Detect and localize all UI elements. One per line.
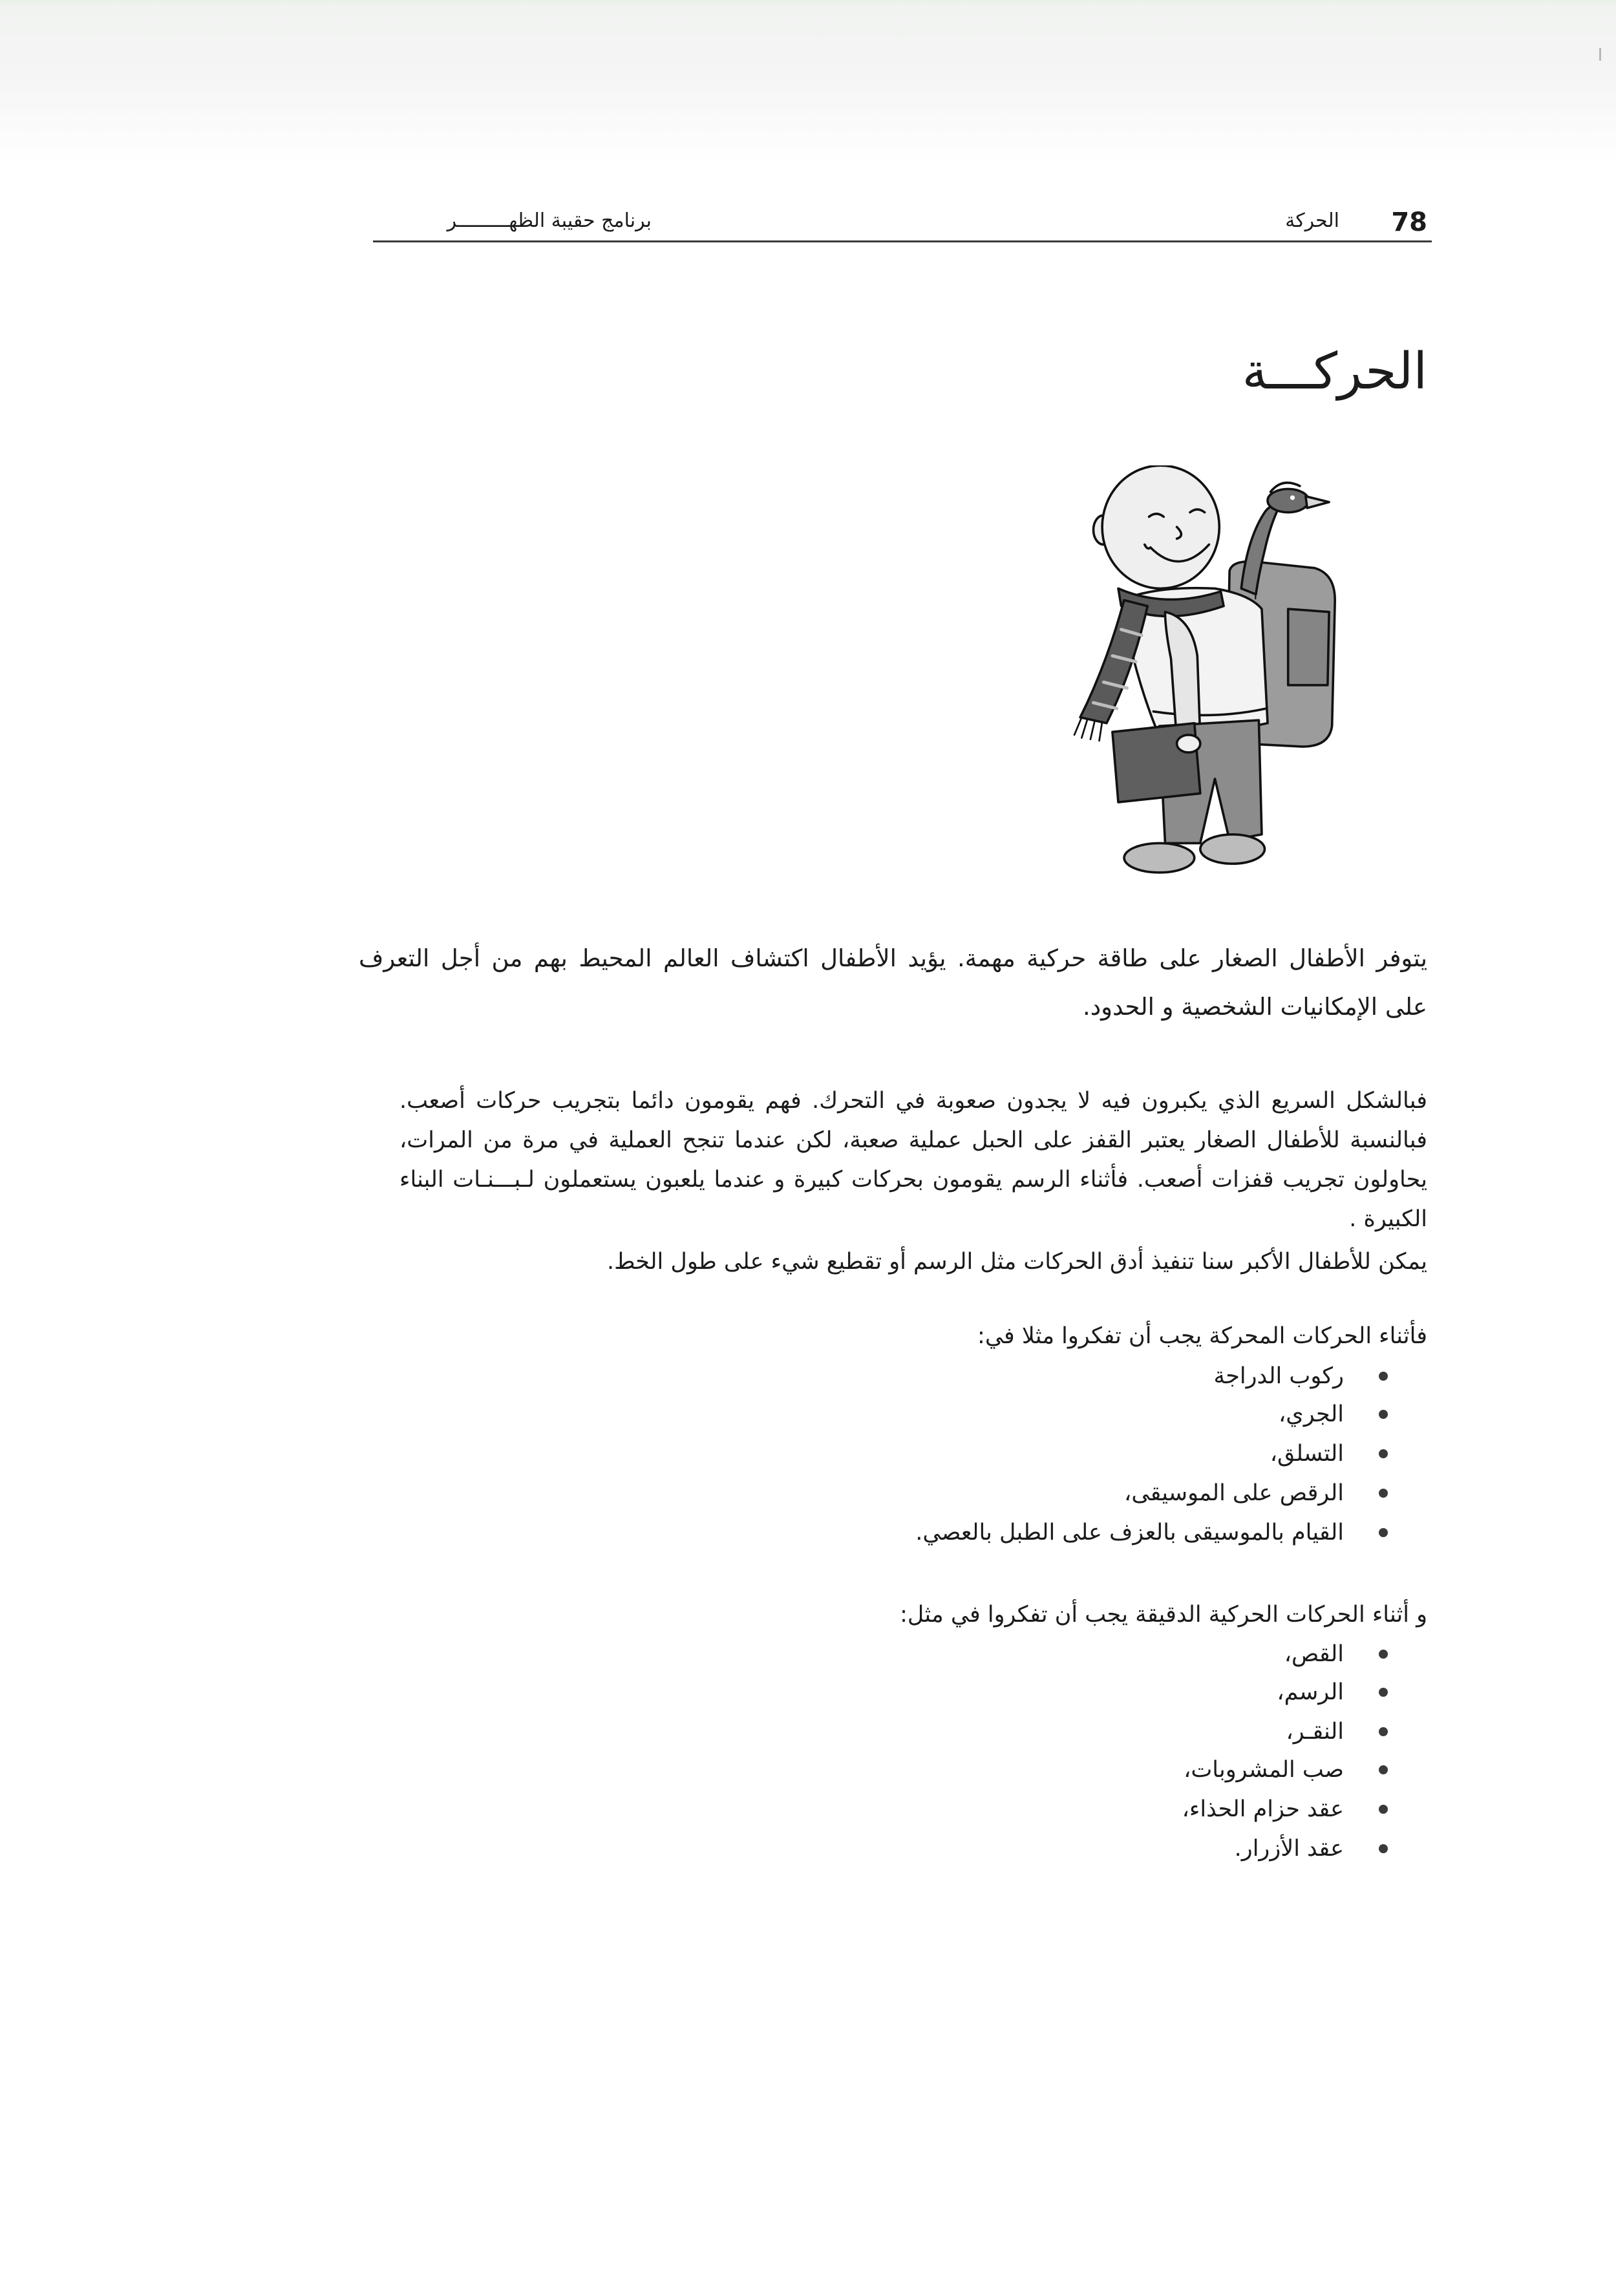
list-item: الجري، [1279,1401,1344,1427]
list-item: الرسم، [1277,1679,1344,1705]
intro-line: على الإمكانيات الشخصية و الحدود. [1082,993,1427,1021]
body-line: يحاولون تجريب قفزات أصعب. فأثناء الرسم يقومون بحركات كبيرة و عندما يلعبون يستعملون لـبـــنـات البناء [399,1167,1427,1193]
bullet-icon [1379,1528,1388,1537]
fine-motor-heading: و أثناء الحركات الحركية الدقيقة يجب أن تفكروا في مثل: [900,1602,1427,1628]
body-line: فبالشكل السريع الذي يكبرون فيه لا يجدون صعوبة في التحرك. فهم يقومون دائما بتجريب حركات أصعب. [399,1088,1427,1114]
bullet-icon [1379,1688,1388,1697]
header-rule [373,240,1432,242]
boy-with-backpack-illustration [1068,465,1339,878]
page-number: 78 [1391,207,1427,237]
list-item: عقد الأزرار. [1234,1836,1344,1862]
boy-hand [1177,735,1200,752]
goose-head [1268,489,1308,512]
bullet-icon [1379,1650,1388,1659]
list-item: عقد حزام الحذاء، [1182,1796,1344,1822]
page-title: الحركـــة [1242,343,1427,401]
bullet-icon [1379,1372,1388,1381]
bullet-icon [1379,1449,1388,1458]
boy-head [1102,465,1219,588]
list-item: التسلق، [1270,1441,1344,1467]
list-item: ركوب الدراجة [1213,1363,1344,1389]
goose-eye [1290,495,1295,500]
intro-line: يتوفر الأطفال الصغار على طاقة حركية مهمة. يؤيد الأطفال اكتشاف العالم المحيط بهم من أجل التعرف [359,944,1427,972]
list-item: صب المشروبات، [1184,1757,1344,1783]
backpack-pocket [1288,609,1329,685]
bullet-icon [1379,1727,1388,1736]
goose-beak [1306,496,1329,508]
running-header-section: الحركة [1285,209,1339,232]
list-item: القص، [1284,1641,1344,1667]
list-item: النقـر، [1286,1719,1344,1745]
bullet-icon [1379,1844,1388,1853]
shoe-right [1200,834,1265,864]
scan-mark [1599,48,1601,61]
body-line: الكبيرة . [1349,1206,1427,1232]
shoe-left [1124,843,1195,872]
scan-shading [0,0,1616,162]
running-header-program: برنامج حقيبة الظهـــــــــر [447,209,652,232]
body-line: يمكن للأطفال الأكبر سنا تنفيذ أدق الحركات مثل الرسم أو تقطيع شيء على طول الخط. [606,1249,1427,1275]
bullet-icon [1379,1805,1388,1814]
list-item: القيام بالموسيقى بالعزف على الطبل بالعصي. [915,1520,1344,1546]
bullet-icon [1379,1489,1388,1498]
gross-motor-heading: فأثناء الحركات المحركة يجب أن تفكروا مثلا في: [977,1323,1427,1349]
bullet-icon [1379,1765,1388,1774]
bullet-icon [1379,1410,1388,1419]
body-line: فبالنسبة للأطفال الصغار يعتبر القفز على الحبل عملية صعبة، لكن عندما تنجح العملية في مرة من المرات، [399,1127,1427,1153]
list-item: الرقص على الموسيقى، [1124,1480,1344,1506]
